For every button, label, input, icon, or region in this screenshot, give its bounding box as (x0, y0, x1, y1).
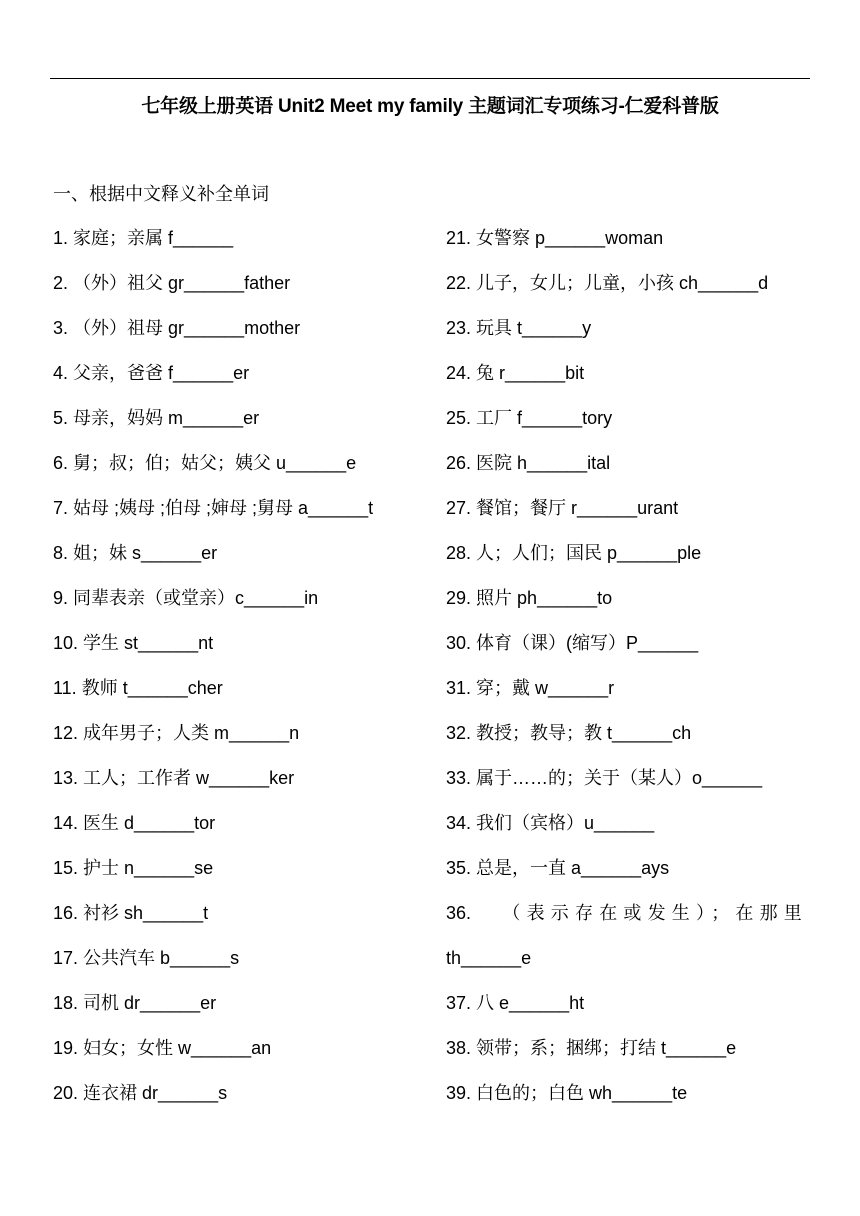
exercise-item-19 (53, 1034, 433, 1079)
item-number: 8. (53, 543, 69, 563)
item-number: 19. (53, 1038, 79, 1058)
exercise-item-9 (53, 584, 433, 629)
item-number: 36. (446, 903, 472, 923)
exercise-item-23 (446, 314, 810, 359)
exercise-item-32 (446, 719, 810, 764)
exercise-item-33 (446, 764, 810, 809)
item-number: 4. (53, 363, 69, 383)
exercise-item-39 (446, 1079, 810, 1124)
item-prompt: 学生 st______nt (83, 633, 214, 653)
item-number: 33. (446, 768, 472, 788)
item-number: 23. (446, 318, 472, 338)
item-number: 10. (53, 633, 79, 653)
exercise-item-14 (53, 809, 433, 854)
exercise-item-7 (53, 494, 433, 539)
exercise-item-8 (53, 539, 433, 584)
item-prompt: 工人；工作者 w______ker (83, 768, 295, 788)
exercise-item-17 (53, 944, 433, 989)
exercise-item-36-continuation (446, 944, 810, 989)
exercise-item-29 (446, 584, 810, 629)
exercise-item-24 (446, 359, 810, 404)
exercise-item-26 (446, 449, 810, 494)
exercise-item-5 (53, 404, 433, 449)
item-number: 39. (446, 1083, 472, 1103)
item-number: 15. (53, 858, 79, 878)
exercise-item-15 (53, 854, 433, 899)
item-prompt: 兔 r______bit (476, 363, 585, 383)
exercise-item-27 (446, 494, 810, 539)
item-number: 32. (446, 723, 472, 743)
item-prompt: 我们（宾格）u______ (476, 813, 655, 833)
exercise-item-2 (53, 269, 433, 314)
item-prompt: 公共汽车 b______s (83, 948, 240, 968)
section-heading: 一、根据中文释义补全单词 (53, 184, 269, 204)
item-prompt: 医生 d______tor (83, 813, 216, 833)
item-number: 20. (53, 1083, 79, 1103)
item-answer-blank: th______e (446, 948, 532, 968)
item-prompt: 领带；系；捆绑；打结 t______e (476, 1038, 737, 1058)
item-prompt: 教授；教导；教 t______ch (476, 723, 692, 743)
item-number: 13. (53, 768, 79, 788)
exercise-item-34 (446, 809, 810, 854)
exercise-item-36 (446, 899, 808, 944)
item-number: 34. (446, 813, 472, 833)
item-prompt: 父亲，爸爸 f______er (73, 363, 250, 383)
item-number: 16. (53, 903, 79, 923)
item-number: 3. (53, 318, 69, 338)
item-prompt: 连衣裙 dr______s (83, 1083, 228, 1103)
exercise-item-1 (53, 224, 433, 269)
item-number: 11. (53, 678, 77, 698)
item-prompt: 餐馆；餐厅 r______urant (476, 498, 679, 518)
item-number: 9. (53, 588, 69, 608)
right-column (446, 224, 810, 1124)
item-number: 31. (446, 678, 472, 698)
exercise-item-20 (53, 1079, 433, 1124)
item-prompt: 属于……的；关于（某人）o______ (476, 768, 763, 788)
item-prompt: 同辈表亲（或堂亲）c______in (73, 588, 319, 608)
item-prompt: 舅；叔；伯；姑父；姨父 u______e (73, 453, 357, 473)
item-number: 37. (446, 993, 472, 1013)
exercise-item-22 (446, 269, 810, 314)
document-title: 七年级上册英语 Unit2 Meet my family 主题词汇专项练习-仁爱科普版 (141, 96, 719, 117)
exercise-item-4 (53, 359, 433, 404)
item-number: 28. (446, 543, 472, 563)
item-prompt: 体育（课）(缩写）P______ (476, 633, 699, 653)
item-prompt: 儿子，女儿；儿童，小孩 ch______d (476, 273, 769, 293)
item-prompt: 玩具 t______y (476, 318, 592, 338)
exercise-item-18 (53, 989, 433, 1034)
item-prompt: 照片 ph______to (476, 588, 613, 608)
item-prompt: 教师 t______cher (81, 678, 223, 698)
exercise-item-31 (446, 674, 810, 719)
item-prompt: 护士 n______se (83, 858, 214, 878)
item-number: 26. (446, 453, 472, 473)
item-number: 14. (53, 813, 79, 833)
item-number: 30. (446, 633, 472, 653)
item-prompt: 妇女；女性 w______an (83, 1038, 272, 1058)
item-prompt: （外）祖父 gr______father (73, 273, 291, 293)
item-number: 21. (446, 228, 472, 248)
item-prompt: 姑母 ;姨母 ;伯母 ;婶母 ;舅母 a______t (73, 498, 374, 518)
exercise-item-10 (53, 629, 433, 674)
item-prompt: 母亲，妈妈 m______er (73, 408, 260, 428)
item-prompt: 人；人们；国民 p______ple (476, 543, 702, 563)
header-rule (50, 78, 810, 79)
exercise-item-11 (53, 674, 433, 719)
exercise-item-30 (446, 629, 810, 674)
item-prompt: 工厂 f______tory (476, 408, 613, 428)
item-number: 17. (53, 948, 79, 968)
exercise-item-16 (53, 899, 433, 944)
item-number: 38. (446, 1038, 472, 1058)
exercise-item-35 (446, 854, 810, 899)
exercise-item-3 (53, 314, 433, 359)
item-prompt: （外）祖母 gr______mother (73, 318, 301, 338)
item-number: 24. (446, 363, 472, 383)
item-prompt: 成年男子；人类 m______n (83, 723, 300, 743)
exercise-item-6 (53, 449, 433, 494)
item-prompt: 姐；妹 s______er (73, 543, 218, 563)
item-prompt: 八 e______ht (476, 993, 585, 1013)
exercise-item-37 (446, 989, 810, 1034)
item-number: 6. (53, 453, 69, 473)
item-number: 1. (53, 228, 69, 248)
item-number: 29. (446, 588, 472, 608)
exercise-item-13 (53, 764, 433, 809)
exercise-item-28 (446, 539, 810, 584)
item-number: 22. (446, 273, 472, 293)
item-number: 12. (53, 723, 79, 743)
item-prompt: 医院 h______ital (476, 453, 611, 473)
exercise-item-21 (446, 224, 810, 269)
item-number: 2. (53, 273, 69, 293)
item-prompt: 总是，一直 a______ays (476, 858, 670, 878)
item-number: 27. (446, 498, 472, 518)
exercise-item-12 (53, 719, 433, 764)
item-prompt: 家庭；亲属 f______ (73, 228, 234, 248)
item-prompt: 衬衫 sh______t (83, 903, 209, 923)
exercise-item-38 (446, 1034, 810, 1079)
item-number: 5. (53, 408, 69, 428)
item-number: 7. (53, 498, 69, 518)
item-number: 35. (446, 858, 472, 878)
item-prompt: （表示存在或发生）；在那里 (502, 903, 808, 923)
item-prompt: 穿；戴 w______r (476, 678, 615, 698)
item-prompt: 女警察 p______woman (476, 228, 664, 248)
item-prompt: 白色的；白色 wh______te (476, 1083, 688, 1103)
left-column (53, 224, 433, 1124)
item-prompt: 司机 dr______er (83, 993, 217, 1013)
exercise-item-25 (446, 404, 810, 449)
item-number: 18. (53, 993, 79, 1013)
item-number: 25. (446, 408, 472, 428)
